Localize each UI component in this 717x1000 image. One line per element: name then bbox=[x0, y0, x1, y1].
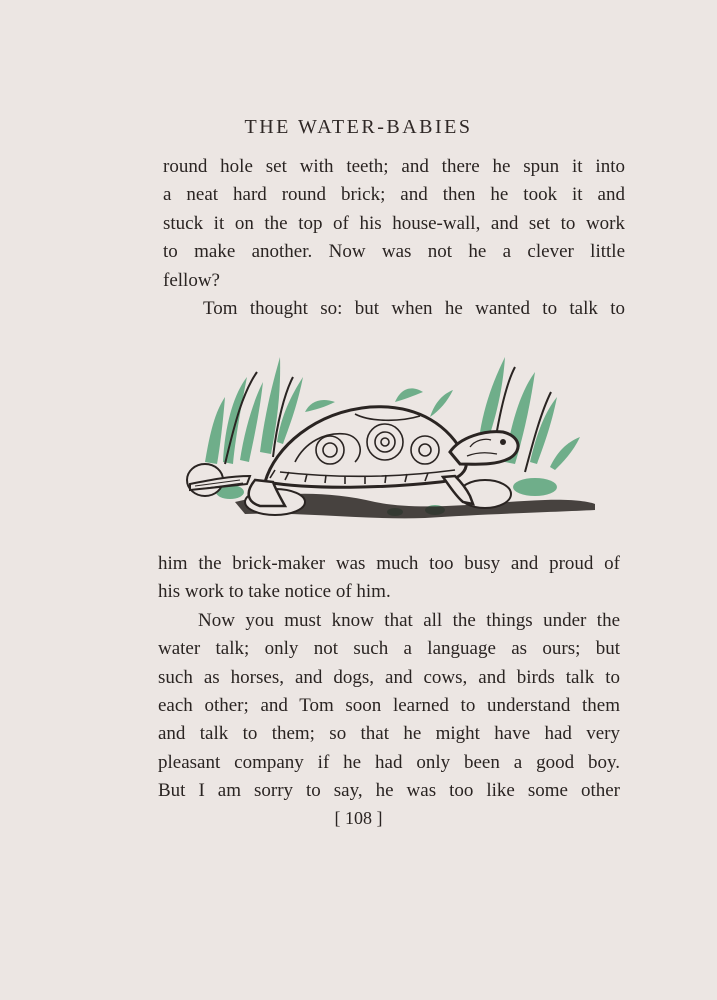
text-line: him the brick-maker was much too busy and proud of bbox=[158, 553, 620, 574]
page-number: [ 108 ] bbox=[334, 808, 383, 828]
text-line: But I am sorry to say, he was too like some other bbox=[158, 780, 620, 802]
text-block-bottom bbox=[158, 550, 620, 806]
text-line: stuck it on the top of his house-wall, and set to work bbox=[163, 212, 625, 234]
text-block-top bbox=[163, 153, 625, 323]
text-line: water talk; only not such a language as ours; but bbox=[158, 638, 620, 660]
text-line: to make another. Now was not he a clever little bbox=[163, 241, 625, 263]
text-line: Now you must know that all the things under the bbox=[198, 609, 620, 631]
text-line: his work to take notice of him. bbox=[158, 581, 391, 603]
text-line: and talk to them; so that he might have had very bbox=[158, 723, 620, 745]
running-title: THE WATER-BABIES bbox=[244, 116, 473, 138]
text-line: a neat hard round brick; and then he took it and bbox=[163, 184, 625, 206]
text-line: such as horses, and dogs, and cows, and birds talk to bbox=[158, 666, 620, 688]
turtle-illustration bbox=[185, 352, 600, 524]
text-line: fellow? bbox=[163, 269, 220, 291]
text-line: each other; and Tom soon learned to understand them bbox=[158, 694, 620, 716]
text-line: pleasant company if he had only been a good boy. bbox=[158, 751, 620, 773]
text-line: round hole set with teeth; and there he spun it into bbox=[163, 156, 625, 177]
text-line: Tom thought so: but when he wanted to talk to bbox=[203, 297, 625, 319]
